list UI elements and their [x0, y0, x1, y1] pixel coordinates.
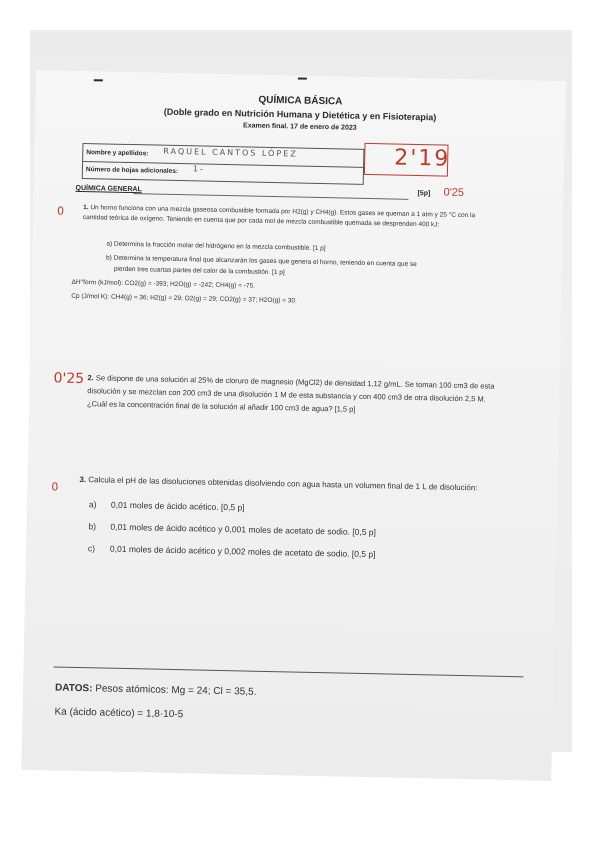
- name-value: RAQUEL CANTOS LÓPEZ: [163, 146, 298, 159]
- footer-divider: [53, 666, 523, 677]
- q1-part-a: a) Determina la fracción molar del hidrógeno en la mezcla combustible. [1 p]: [106, 240, 326, 253]
- student-info-box: [82, 143, 365, 185]
- top-mark: [94, 79, 103, 81]
- q3-item-b-letter: b): [88, 521, 97, 532]
- q3-number: 3.: [79, 475, 87, 485]
- q1-part-b-line2: pierden tres cuartas partes del calor de la combustión. [1 p]: [113, 265, 285, 277]
- sheets-label: Número de hojas adicionales:: [85, 166, 179, 175]
- q3-item-b-text: 0,01 moles de ácido acético y 0,001 moles de acetato de sodio. [0,5 p]: [110, 521, 377, 538]
- exam-sheet: [21, 70, 566, 781]
- q3-item-a-text: 0,01 moles de ácido acético. [0,5 p]: [110, 499, 245, 513]
- q3-item-b: [88, 521, 376, 537]
- exam-title: QUÍMICA BÁSICA: [258, 94, 343, 108]
- degree-subtitle: (Doble grado en Nutrición Humana y Dietética y en Fisioterapia): [163, 106, 437, 123]
- q2-statement: Se dispone de una solución al 25% de cloruro de magnesio (MgCl2) de densidad 1,12 g/mL. Se toman 100 cm3 de esta disolución y se mezclan con 200 cm3 de una disolución 1 M de esta substancia y con 400 cm3 de otra disolución 2,5 M. ¿Cuál es la concentración final de la solución al añadir 100 cm3 de agua? [1,5 p]: [86, 373, 495, 414]
- section-divider: [133, 193, 408, 200]
- atomic-weights: Pesos atómicos: Mg = 24; Cl = 35,5.: [95, 683, 257, 698]
- q2-grade-mark: 0'25: [53, 370, 85, 388]
- total-score: 2'19: [393, 145, 451, 172]
- exam-date: Examen final. 17 de enero de 2023: [242, 122, 357, 132]
- q1-part-b-line1: b) Determina la temperatura final que alcanzarán los gases que genera el horno, teniendo en cuenta que se: [106, 254, 417, 269]
- section-score: 0'25: [443, 186, 465, 199]
- q1-enthalpy-data: ΔH°form (kJ/mol): CO2(g) = -393; H2O(g) = -242; CH4(g) = -75.: [71, 278, 256, 290]
- q3-text: [79, 473, 519, 495]
- q1-heat-capacity-data: Cp (J/mol K): CH4(g) = 36; H2(g) = 29; O2(g) = 29; CO2(g) = 37; H2O(g) = 30.: [71, 292, 297, 305]
- q3-grade-mark: 0: [51, 480, 59, 494]
- q1-grade-mark: 0: [56, 204, 65, 218]
- top-mark: [298, 77, 307, 79]
- q3-item-c-text: 0,01 moles de ácido acético y 0,002 moles de acetato de sodio. [0,5 p]: [109, 543, 376, 560]
- q3-item-a: [89, 499, 245, 512]
- sheets-value: 1-: [192, 164, 206, 174]
- q3-statement: Calcula el pH de las disoluciones obtenidas disolviendo con agua hasta un volumen final de 1 L de disolución:: [88, 475, 478, 493]
- q1-text: [83, 203, 483, 231]
- section-title: QUÍMICA GENERAL: [75, 184, 142, 194]
- q3-item-a-letter: a): [88, 499, 97, 510]
- q3-item-c-letter: c): [87, 543, 96, 554]
- q2-number: 2.: [87, 373, 94, 383]
- q3-item-c: [88, 543, 376, 559]
- q1-number: 1.: [83, 204, 89, 212]
- name-label: Nombre y apellidos:: [86, 149, 149, 158]
- q2-text: [87, 371, 508, 419]
- data-label: DATOS:: [54, 682, 93, 695]
- data-line: [55, 683, 257, 698]
- acid-constant: Ka (ácido acético) = 1,8·10-5: [54, 706, 184, 721]
- section-points: [5p]: [417, 190, 431, 198]
- q1-statement: Un horno funciona con una mezcla gaseosa combustible formada por H2(g) y CH4(g). Estos gases se queman a 1 atm y 25 °C con la cantidad teórica de oxígeno. Teniendo en cuenta que por cada mol de mezcla combustible quemada se desprenden 400 kJ:: [82, 204, 476, 229]
